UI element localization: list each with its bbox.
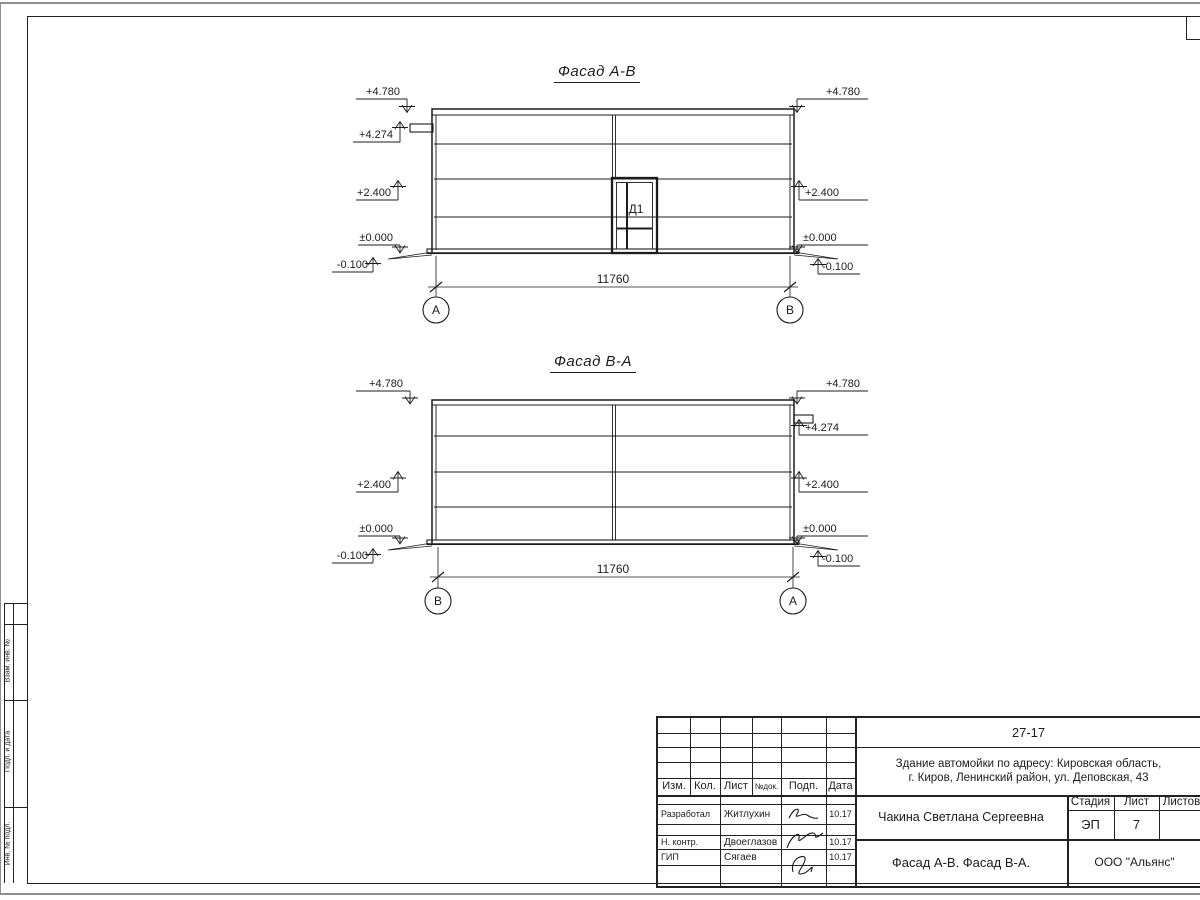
col-data: Дата	[828, 780, 853, 792]
facade-ba-title: Фасад В-А	[550, 353, 636, 373]
facade-ab-elevation-marks	[332, 99, 868, 274]
elev-label: -0.100	[336, 259, 368, 271]
col-izm: Изм.	[662, 780, 686, 792]
project-address	[855, 747, 1200, 795]
elev-label: +4.780	[369, 378, 403, 390]
col-list: Лист	[724, 780, 748, 792]
col-ndok: №док.	[754, 782, 779, 791]
axis-letter-b2: В	[433, 594, 442, 608]
door-label: Д1	[628, 202, 644, 216]
elev-label: +4.780	[826, 86, 860, 98]
row-name: Сягаев	[724, 851, 757, 863]
row-role: Н. контр.	[661, 836, 699, 847]
dimension-value: 11760	[596, 562, 630, 576]
side-stamp-label-2: Подп. и дата	[4, 730, 12, 773]
elev-label: +4.274	[805, 422, 839, 434]
elev-label: -0.100	[336, 550, 368, 562]
row-date: 10.17	[829, 836, 852, 847]
elev-label: ±0.000	[803, 523, 837, 535]
elev-label: +2.400	[357, 479, 391, 491]
elev-label: +4.780	[366, 86, 400, 98]
row-name: Двоеглазов	[724, 836, 778, 848]
elev-label: +2.400	[805, 479, 839, 491]
side-stamp-label-3: Инв. № подл.	[4, 821, 12, 866]
client-name: Чакина Светлана Сергеевна	[878, 809, 1044, 824]
axis-letter-a2: А	[788, 594, 797, 608]
axis-letter-a: А	[431, 303, 440, 317]
row-role: Разработал	[661, 808, 710, 819]
facade-ab-dimension	[423, 256, 803, 323]
address-line-1: Здание автомойки по адресу: Кировская область,	[895, 758, 1162, 770]
facade-ba-dimension	[425, 547, 806, 614]
elev-label: -0.100	[822, 261, 854, 273]
elev-label: +4.780	[826, 378, 860, 390]
sheets-label: Листов	[1162, 796, 1200, 808]
row-date: 10.17	[829, 851, 852, 862]
project-code: 27-17	[1011, 725, 1046, 740]
elev-label: +2.400	[357, 187, 391, 199]
elev-label: +2.400	[805, 187, 839, 199]
elev-label: +4.274	[359, 129, 393, 141]
title-block	[656, 716, 1200, 888]
stage-label: Стадия	[1070, 796, 1111, 808]
elev-label: ±0.000	[359, 523, 393, 535]
organization-name: ООО "Альянс"	[1094, 855, 1175, 869]
sheet-number: 7	[1132, 817, 1141, 832]
drawing-title: Фасад А-В. Фасад В-А.	[891, 855, 1031, 870]
row-role: ГИП	[661, 851, 679, 862]
elev-label: -0.100	[822, 553, 854, 565]
elev-label: ±0.000	[359, 232, 393, 244]
address-line-2: г. Киров, Ленинский район, ул. Деповская, 43	[908, 772, 1149, 784]
facade-ab-title: Фасад А-В	[554, 63, 640, 83]
stage-value: ЭП	[1081, 817, 1100, 832]
sheets-total	[1159, 810, 1200, 839]
facade-ab-building	[388, 109, 838, 259]
pipe-left	[410, 124, 433, 132]
row-date: 10.17	[829, 808, 852, 819]
signature-marks	[781, 802, 826, 882]
dimension-value: 11760	[596, 272, 630, 286]
col-kol: Кол.	[694, 780, 716, 792]
sheet-label: Лист	[1124, 796, 1149, 808]
elev-label: ±0.000	[803, 232, 837, 244]
axis-letter-b: В	[785, 303, 794, 317]
col-podp: Подп.	[788, 780, 819, 792]
row-name: Житлухин	[724, 808, 771, 820]
side-stamp-label-1: Взам. инв. №	[4, 638, 12, 683]
facade-ba-building	[388, 400, 838, 550]
